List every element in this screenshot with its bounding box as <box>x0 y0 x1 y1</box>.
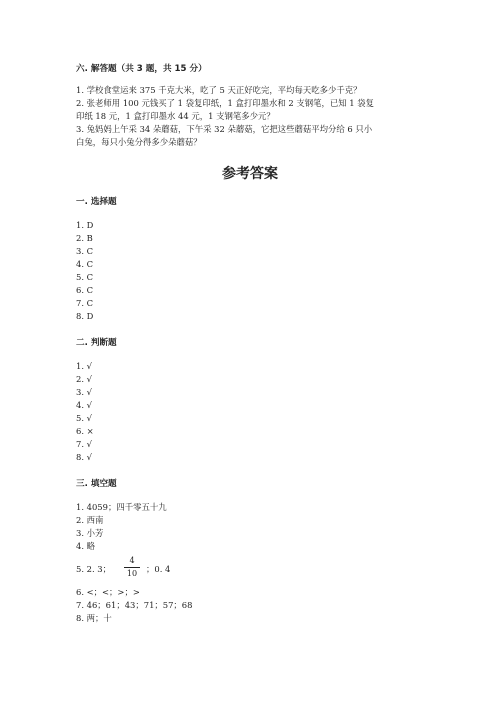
question-line: 2. 张老师用 100 元钱买了 1 袋复印纸，1 盒打印墨水和 2 支钢笔，已知 1 袋复 <box>76 98 375 108</box>
fraction-bar <box>124 567 140 568</box>
fraction <box>124 556 140 579</box>
answer-item: 8. √ <box>76 452 92 462</box>
section-heading-choice: 一. 选择题 <box>76 197 117 207</box>
fraction-numerator: 4 <box>129 556 135 565</box>
section-heading-judge: 二. 判断题 <box>76 338 117 348</box>
answer-item: 4. C <box>76 259 94 269</box>
answer-item: 8. D <box>76 311 94 321</box>
answer-item: 8. 两；十 <box>76 613 112 623</box>
answer-item: 5. C <box>76 272 94 282</box>
answer-item: 6. <；<；>；> <box>76 587 140 597</box>
section-heading-6: 六. 解答题（共 3 题，共 15 分） <box>76 64 207 74</box>
answer-item: 3. C <box>76 246 94 256</box>
answer-item: 4. √ <box>76 400 92 410</box>
question-line: 3. 兔妈妈上午采 34 朵蘑菇，下午采 32 朵蘑菇，它把这些蘑菇平均分给 6 只小 <box>76 124 373 134</box>
fraction-denominator: 10 <box>126 569 138 578</box>
answer-item: 5. √ <box>76 413 92 423</box>
answer-item: 2. 西南 <box>76 515 104 525</box>
answer-item: 7. 46；61；43；71；57；68 <box>76 600 193 610</box>
answer-item: 3. √ <box>76 387 92 397</box>
answer-item: 6. × <box>76 426 94 436</box>
answer-title: 参考答案 <box>222 166 278 182</box>
answer-item: 6. C <box>76 285 94 295</box>
answer-item: 3. 小芳 <box>76 528 104 538</box>
question-line: 白兔，每只小兔分得多少朵蘑菇？ <box>76 137 202 147</box>
question-line: 1. 学校食堂运来 375 千克大米，吃了 5 天正好吃完，平均每天吃多少千克？ <box>76 85 362 95</box>
answer-item: 1. D <box>76 220 94 230</box>
answer-item: 7. C <box>76 298 94 308</box>
question-line: 印纸 18 元，1 盒打印墨水 44 元，1 支钢笔多少元？ <box>76 111 275 121</box>
answer-item: 1. √ <box>76 361 92 371</box>
answer-item: 2. √ <box>76 374 92 384</box>
answer-item: 7. √ <box>76 439 92 449</box>
answer-item-suffix: ；0. 4 <box>146 564 171 574</box>
section-heading-fill: 三. 填空题 <box>76 479 117 489</box>
answer-item: 2. B <box>76 233 93 243</box>
answer-item: 1. 4059；四千零五十九 <box>76 502 167 512</box>
answer-item: 4. 略 <box>76 541 96 551</box>
answer-item-prefix: 5. 2. 3； <box>76 564 112 574</box>
